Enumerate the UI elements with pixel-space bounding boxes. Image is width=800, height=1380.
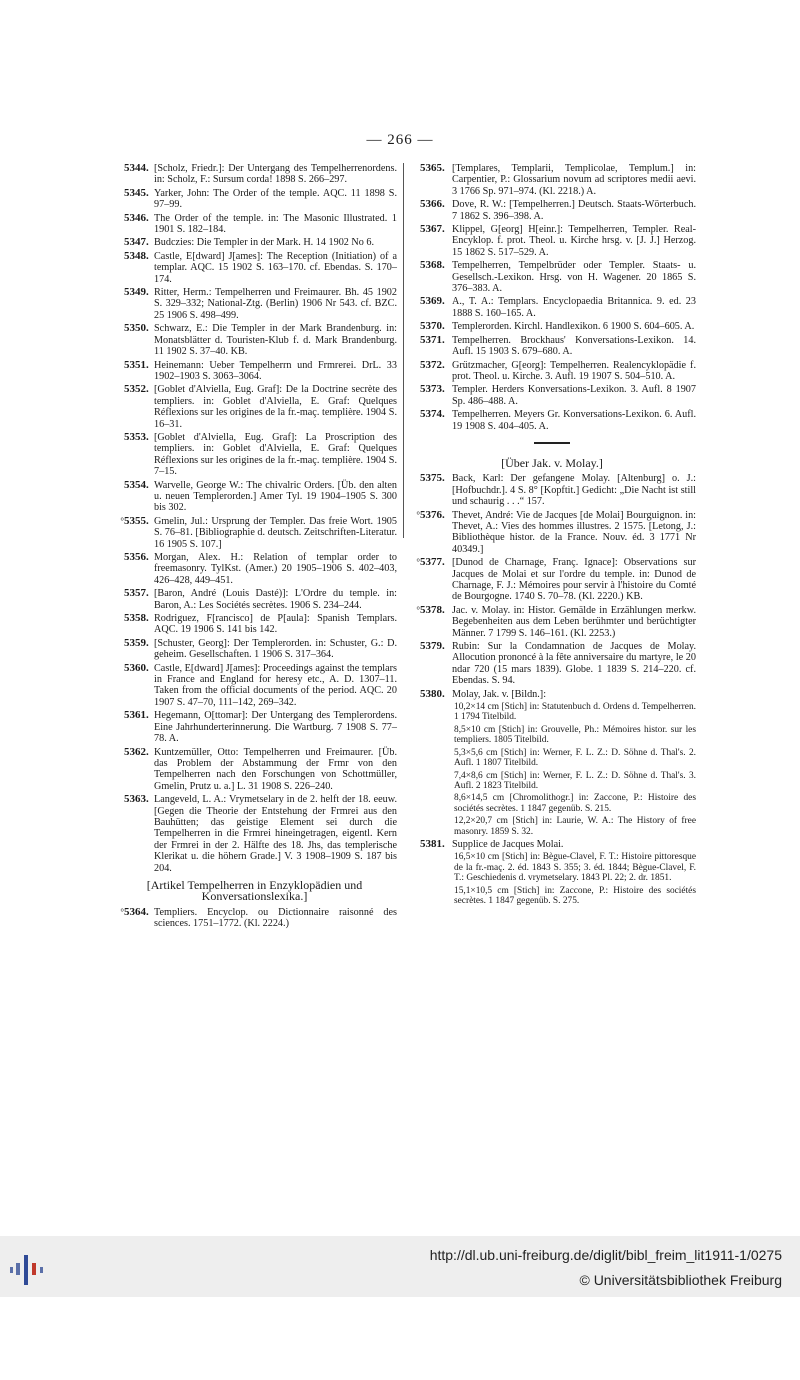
- entry-text: Thevet, André: Vie de Jacques [de Molai] Bourguignon. in: Thevet, A.: Vies des hommes illustres. 2 1575. [Letong, J.: Bibliothèque histor. de la France. Nouv. éd. 3 1771 Nr 40349.]: [452, 509, 696, 555]
- entry-text: Templiers. Encyclop. ou Dictionnaire raisonné des sciences. 1751–1772. (Kl. 2224.): [154, 906, 397, 930]
- entry-mark: [408, 839, 420, 850]
- entry-text: Schwarz, E.: Die Templer in der Mark Brandenburg. in: Monatsblätter d. Touristen-Klub f. d. Mark Brandenburg. 11 1902 S. 37–40. KB.: [154, 323, 397, 358]
- entry-mark: [408, 689, 420, 700]
- entry-mark: [112, 163, 124, 186]
- bibliography-entry: [408, 473, 696, 507]
- entry-mark: [112, 613, 124, 636]
- entry-number: 5346.: [124, 211, 149, 224]
- entry-mark: [408, 335, 420, 358]
- entry-number: 5351.: [124, 358, 149, 371]
- entry-mark: °: [120, 515, 124, 526]
- entry-number: 5345.: [124, 186, 149, 199]
- entry-number: 5354.: [124, 478, 149, 491]
- entry-mark: [112, 432, 124, 478]
- entry-mark: [408, 296, 420, 319]
- portrait-item: 10,2×14 cm [Stich] in: Statutenbuch d. Ordens d. Tempelherren. 1 1794 Titelbild.: [454, 702, 696, 723]
- entry-mark: [408, 384, 420, 407]
- entry-number: 5356.: [124, 551, 149, 563]
- portrait-list-5380: [408, 702, 696, 837]
- entry-number: 5361.: [124, 709, 149, 722]
- bibliography-entry: [408, 224, 696, 258]
- bibliography-entry: [112, 432, 397, 478]
- entry-number: 5380.: [420, 687, 445, 700]
- entry-mark: °: [120, 906, 124, 917]
- entry-text: Castle, E[dward] J[ames]: The Reception (Initiation) of a templar. AQC. 15 1902 S. 163–170. cf. Ebendas. S. 170–174.: [154, 250, 397, 285]
- entry-mark: [408, 473, 420, 507]
- right-entries: [408, 163, 696, 432]
- entry-text: Templer. Herders Konversations-Lexikon. 3. Aufl. 8 1907 Sp. 486–488. A.: [452, 384, 696, 407]
- entry-mark: [112, 287, 124, 321]
- bibliography-entry: [112, 480, 397, 514]
- entry-text: Budczies: Die Templer in der Mark. H. 14 1902 No 6.: [154, 237, 375, 249]
- entry-mark: [408, 321, 420, 332]
- entry-mark: [112, 188, 124, 211]
- entry-number: 5374.: [420, 408, 445, 421]
- entry-text: Grützmacher, G[eorg]: Tempelherren. Realencyklopädie f. prot. Theol. u. Kirche. 3. Aufl. 19 1907 S. 504–510. A.: [452, 359, 696, 382]
- permalink-url[interactable]: http://dl.ub.uni-freiburg.de/diglit/bibl_freim_lit1911-1/0275: [429, 1247, 782, 1263]
- right-column: [408, 163, 696, 908]
- bibliography-entry: [112, 747, 397, 793]
- column-divider: [403, 163, 404, 538]
- entry-number: 5372.: [420, 358, 445, 371]
- entry-mark: [112, 747, 124, 793]
- entry-number: 5352.: [124, 383, 149, 396]
- bibliography-entry: [112, 613, 397, 636]
- entry-number: 5371.: [420, 333, 445, 346]
- portrait-item: 5,3×5,6 cm [Stich] in: Werner, F. L. Z.: D. Söhne d. Thal's. 2. Aufl. 1 1807 Titelbild.: [454, 747, 696, 769]
- entry-mark: [112, 384, 124, 430]
- portrait-item: 16,5×10 cm [Stich] in: Bègue-Clavel, F. T.: Histoire pittoresque de la fr.-maç. 2. éd. 1843 S. 355; 3. éd. 1844; Bègue-Clavel, F. T.: Geschiedenis d. vrymetselary. 1843 Pl. 22; 2. dr. 1851.: [454, 852, 696, 884]
- bibliography-entry: [408, 199, 696, 222]
- entry-text: Rubin: Sur la Condamnation de Jacques de Molay. Allocution prononcé à la fête anniversaire du martyre, le 20 ndar 720 (15 mars 1839). Globe. 1 1839 S. 214–220. cf. Ebendas. S. 94.: [452, 641, 696, 687]
- entry-mark: [112, 552, 124, 586]
- bibliography-entry: [408, 689, 696, 700]
- entry-mark: [408, 224, 420, 258]
- entry-mark: [112, 251, 124, 285]
- entry-number: 5373.: [420, 383, 445, 396]
- entry-number: 5378.: [420, 603, 445, 616]
- entry-number: 5364.: [124, 905, 149, 918]
- entry-number: 5358.: [124, 612, 149, 625]
- entry-number: 5362.: [124, 745, 149, 758]
- right-entries-after: [408, 473, 696, 700]
- viewer-footer: [0, 1236, 800, 1297]
- entry-number: 5369.: [420, 295, 445, 308]
- left-column: [112, 163, 397, 932]
- entry-number: 5368.: [420, 259, 445, 272]
- entry-text: Heinemann: Ueber Tempelherrn und Frmrerei. DrL. 33 1902–1903 S. 3063–3064.: [154, 359, 397, 382]
- entry-text: [Dunod de Charnage, Franç. Ignace]: Observations sur Jacques de Molai et sur l'ordre du temple. in: Dunod de Charnage, F. J.: Mémoires pour servir à l'histoire du Comté de Bourgogne. 1740 S. 70–78. (Kl. 2220.) KB.: [452, 557, 696, 603]
- entry-mark: [408, 409, 420, 432]
- entry-number: 5367.: [420, 223, 445, 236]
- entry-text: Dove, R. W.: [Tempelherren.] Deutsch. Staats-Wörterbuch. 7 1862 S. 396–398. A.: [452, 199, 696, 222]
- entry-text: [Goblet d'Alviella, Eug. Graf]: La Proscription des templiers. in: Goblet d'Alviella, E. Graf: Quelques Réflexions sur les origines de la fr.-maç. templière. 1904 S. 7–15.: [154, 431, 397, 478]
- entry-text: Ritter, Herm.: Tempelherren und Freimaurer. Bh. 45 1902 S. 329–332; National-Ztg. (Berlin) 1906 Nr 543. cf. BZC. 25 1906 S. 498–499.: [154, 287, 397, 321]
- entry-mark: [408, 163, 420, 197]
- entry-mark: [112, 588, 124, 611]
- bibliography-entry: [408, 163, 696, 197]
- entry-text: [Baron, André (Louis Dasté)]: L'Ordre du temple. in: Baron, A.: Les Sociétés secrètes. 1906 S. 234–244.: [154, 588, 397, 611]
- bibliography-entry: [112, 638, 397, 661]
- bibliography-entry: [112, 360, 397, 383]
- bibliography-entry: [408, 641, 696, 687]
- bibliography-entry: [112, 794, 397, 874]
- entry-text: Tempelherren. Meyers Gr. Konversations-Lexikon. 6. Aufl. 19 1908 S. 404–405. A.: [452, 409, 696, 432]
- entry-number: 5363.: [124, 793, 149, 806]
- portrait-list-5381: [408, 852, 696, 906]
- bibliography-entry: [408, 260, 696, 294]
- entry-text: [Schuster, Georg]: Der Templerorden. in: Schuster, G.: D. geheim. Gesellschaften. 1 1906 S. 317–364.: [154, 637, 397, 661]
- entry-number: 5375.: [420, 472, 445, 485]
- section-heading-encyclopedias: [Artikel Tempelherren in Enzyklopädien und Konversationslexika.]: [146, 877, 363, 904]
- entry-text: The Order of the temple. in: The Masonic Illustrated. 1 1901 S. 182–184.: [154, 212, 397, 236]
- entry-text: Langeveld, L. A.: Vrymetselary in de 2. helft der 18. eeuw. [Gegen die Theorie der Entstehung der Frmrei aus den Bauhütten; das geistige Element sei durch die Tempelherren in die Frmrei hineingetragen, eigentl. Kern der Frmrei in der 2. Hälfte des 18. Jhs, das templerische Klerikat u. die höhern Grade.] V. 3 1908–1909 S. 187 bis 204.: [154, 794, 397, 874]
- entry-mark: [408, 260, 420, 294]
- bibliography-entry: [112, 287, 397, 321]
- entry-mark: °: [416, 557, 420, 568]
- bibliography-entry: [112, 323, 397, 357]
- entry-text: [Goblet d'Alviella, Eug. Graf]: De la Doctrine secrète des templiers. in: Goblet d'Alviella, E. Graf: Quelques Réflexions sur les origines de la fr.-maç. templière. 1904 S. 16–31.: [154, 384, 397, 430]
- entry-number: 5355.: [124, 514, 149, 527]
- bibliography-entry: [112, 516, 397, 550]
- bibliography-entry: [112, 907, 397, 930]
- entry-number: 5379.: [420, 640, 445, 653]
- entry-number: 5349.: [124, 286, 149, 299]
- bibliography-entry: [112, 588, 397, 611]
- entry-mark: [112, 237, 124, 248]
- bibliography-entry: [112, 237, 397, 248]
- bibliography-entry: [112, 552, 397, 586]
- entry-mark: [112, 323, 124, 357]
- left-entries-after: [112, 907, 397, 930]
- bibliography-entry: [112, 384, 397, 430]
- entry-number: 5353.: [124, 430, 149, 443]
- university-library-logo-icon: [8, 1249, 50, 1289]
- entry-text: Klippel, G[eorg] H[einr.]: Tempelherren, Templer. Real-Encyklop. f. prot. Theol. u. Kirche hrsg. v. [J. J.] Herzog. 15 1862 S. 517–529. A.: [452, 224, 696, 258]
- bibliography-entry: [408, 296, 696, 319]
- entry-text: Kuntzemüller, Otto: Tempelherren und Freimaurer. [Üb. das Problem der Abstammung der Frmr von den Tempelherren nach den Forschungen von Schottmüller, Gmelin, Prutz u. a.] L. 31 1908 S. 226–240.: [154, 746, 397, 792]
- bibliography-entry: [408, 360, 696, 383]
- entry-mark: [112, 360, 124, 383]
- entry-number: 5376.: [420, 508, 445, 521]
- bibliography-entry: [408, 839, 696, 850]
- entry-mark: [112, 663, 124, 709]
- entry-number: 5359.: [124, 636, 149, 649]
- bibliography-entry: [112, 663, 397, 709]
- entry-text: Gmelin, Jul.: Ursprung der Templer. Das freie Wort. 1905 S. 76–81. [Bibliographie d. deutsch. Zeitschriften-Literatur. 16 1905 S. 107.]: [154, 515, 397, 550]
- entry-mark: [408, 199, 420, 222]
- entry-number: 5377.: [420, 556, 445, 569]
- entry-text: Molay, Jak. v. [Bildn.]:: [452, 688, 547, 700]
- portrait-item: 7,4×8,6 cm [Stich] in: Werner, F. L. Z.: D. Söhne d. Thal's. 3. Aufl. 2 1823 Titelbild.: [454, 770, 696, 791]
- entry-number: 5366.: [420, 198, 445, 211]
- entry-text: Warvelle, George W.: The chivalric Orders. [Üb. den alten u. neuen Templerorden.] Amer Tyl. 19 1904–1905 S. 300 bis 302.: [154, 479, 397, 514]
- page-number: — 266 —: [366, 132, 434, 148]
- entry-text: Rodriguez, F[rancisco] de P[aula]: Spanish Templars. AQC. 19 1906 S. 141 bis 142.: [154, 613, 397, 636]
- bibliography-entry: [112, 251, 397, 285]
- bibliography-entry: [112, 710, 397, 744]
- entry-mark: [112, 794, 124, 874]
- entry-number: 5344.: [124, 162, 149, 174]
- entry-mark: [408, 641, 420, 687]
- entry-text: A., T. A.: Templars. Encyclopaedia Britannica. 9. ed. 23 1888 S. 160–165. A.: [452, 296, 696, 319]
- copyright-notice: © Universitätsbibliothek Freiburg: [579, 1272, 782, 1288]
- bibliography-entry: [112, 213, 397, 236]
- bibliography-entry: [408, 384, 696, 407]
- portrait-item: 8,6×14,5 cm [Chromolithogr.] in: Zaccone, P.: Histoire des sociétés secrètes. 1 1847 gegenüb. S. 215.: [454, 793, 696, 814]
- entry-text: Yarker, John: The Order of the temple. AQC. 11 1898 S. 97–99.: [154, 187, 397, 211]
- entry-number: 5350.: [124, 322, 149, 335]
- entry-text: [Templares, Templarii, Templicolae, Templum.] in: Carpentier, P.: Glossarium novum ad scriptores medii aevi. 3 1766 Sp. 971–974. (Kl. 2218.) A.: [452, 163, 696, 197]
- entry-text: [Scholz, Friedr.]: Der Untergang des Tempelherrenordens. in: Scholz, F.: Sursum corda! 1898 S. 266–297.: [154, 163, 397, 186]
- entry-number: 5381.: [420, 837, 445, 850]
- entry-text: Morgan, Alex. H.: Relation of templar order to freemasonry. TylKst. (Amer.) 20 1905–1906 S. 402–403, 426–428, 449–451.: [154, 552, 397, 586]
- entry-number: 5360.: [124, 661, 149, 674]
- entry-mark: [408, 360, 420, 383]
- left-entries: [112, 163, 397, 874]
- bibliography-entry: [408, 557, 696, 603]
- entry-mark: [112, 710, 124, 744]
- bibliography-entry: [408, 510, 696, 556]
- bibliography-entry: [408, 321, 696, 332]
- bibliography-entry: [112, 188, 397, 211]
- entry-text: Tempelherren, Tempelbrüder oder Templer. Staats- u. Gesellsch.-Lexikon. Hrsg. von H. Wagener. 20 1865 S. 376–383. A.: [452, 260, 696, 295]
- entry-text: Supplice de Jacques Molai.: [452, 838, 564, 850]
- entry-number: 5348.: [124, 249, 149, 262]
- entry-text: Back, Karl: Der gefangene Molay. [Altenburg] o. J.: [Hofbuchdr.]. 4 S. 8° [Kopftit.] Gedicht: „Die Nacht ist still und schaurig . . .“ 157.: [452, 473, 696, 508]
- entry-text: Jac. v. Molay. in: Histor. Gemälde in Erzählungen merkw. Begebenheiten aus dem Leben berühmter und berüchtigter Männer. 7 1799 S. 146–161. (Kl. 2253.): [452, 604, 696, 639]
- entry-text: Castle, E[dward] J[ames]: Proceedings against the templars in France and England for heresy etc., A. D. 1307–11. Taken from the official documents of the period. AQC. 20 1907 S. 47–70, 111–142, 269–342.: [154, 662, 397, 708]
- bibliography-entry: [408, 335, 696, 358]
- entry-text: Templerorden. Kirchl. Handlexikon. 6 1900 S. 604–605. A.: [452, 321, 695, 333]
- entry-number: 5357.: [124, 587, 149, 600]
- entry-mark: [112, 638, 124, 661]
- section-heading-molay: [Über Jak. v. Molay.]: [501, 455, 603, 470]
- entry-number: 5370.: [420, 320, 445, 333]
- bibliography-entry: [112, 163, 397, 186]
- portrait-item: 15,1×10,5 cm [Stich] in: Zaccone, P.: Histoire des sociétés secrètes. 1 1847 gegenüb. S. 275.: [454, 885, 696, 906]
- entry-text: Hegemann, O[ttomar]: Der Untergang des Templerordens. Eine Jahrhunderterinnerung. Die Wartburg. 7 1908 S. 77–78. A.: [154, 710, 397, 745]
- portrait-item: 8,5×10 cm [Stich] in: Grouvelle, Ph.: Mémoires histor. sur les templiers. 1805 Titelbild.: [454, 724, 696, 746]
- entry-number: 5365.: [420, 162, 445, 174]
- entry-mark: °: [416, 604, 420, 615]
- bibliography-entry: [408, 605, 696, 639]
- portrait-item: 12,2×20,7 cm [Stich] in: Laurie, W. A.: The History of free masonry. 1859 S. 32.: [454, 816, 696, 837]
- section-rule: [534, 442, 570, 444]
- entry-number: 5347.: [124, 236, 149, 249]
- bibliography-entry: [408, 409, 696, 432]
- entry-text: Tempelherren. Brockhaus' Konversations-Lexikon. 14. Aufl. 15 1903 S. 679–680. A.: [452, 334, 696, 358]
- entry-mark: [112, 480, 124, 514]
- entry-mark: [112, 213, 124, 236]
- entry-mark: °: [416, 509, 420, 520]
